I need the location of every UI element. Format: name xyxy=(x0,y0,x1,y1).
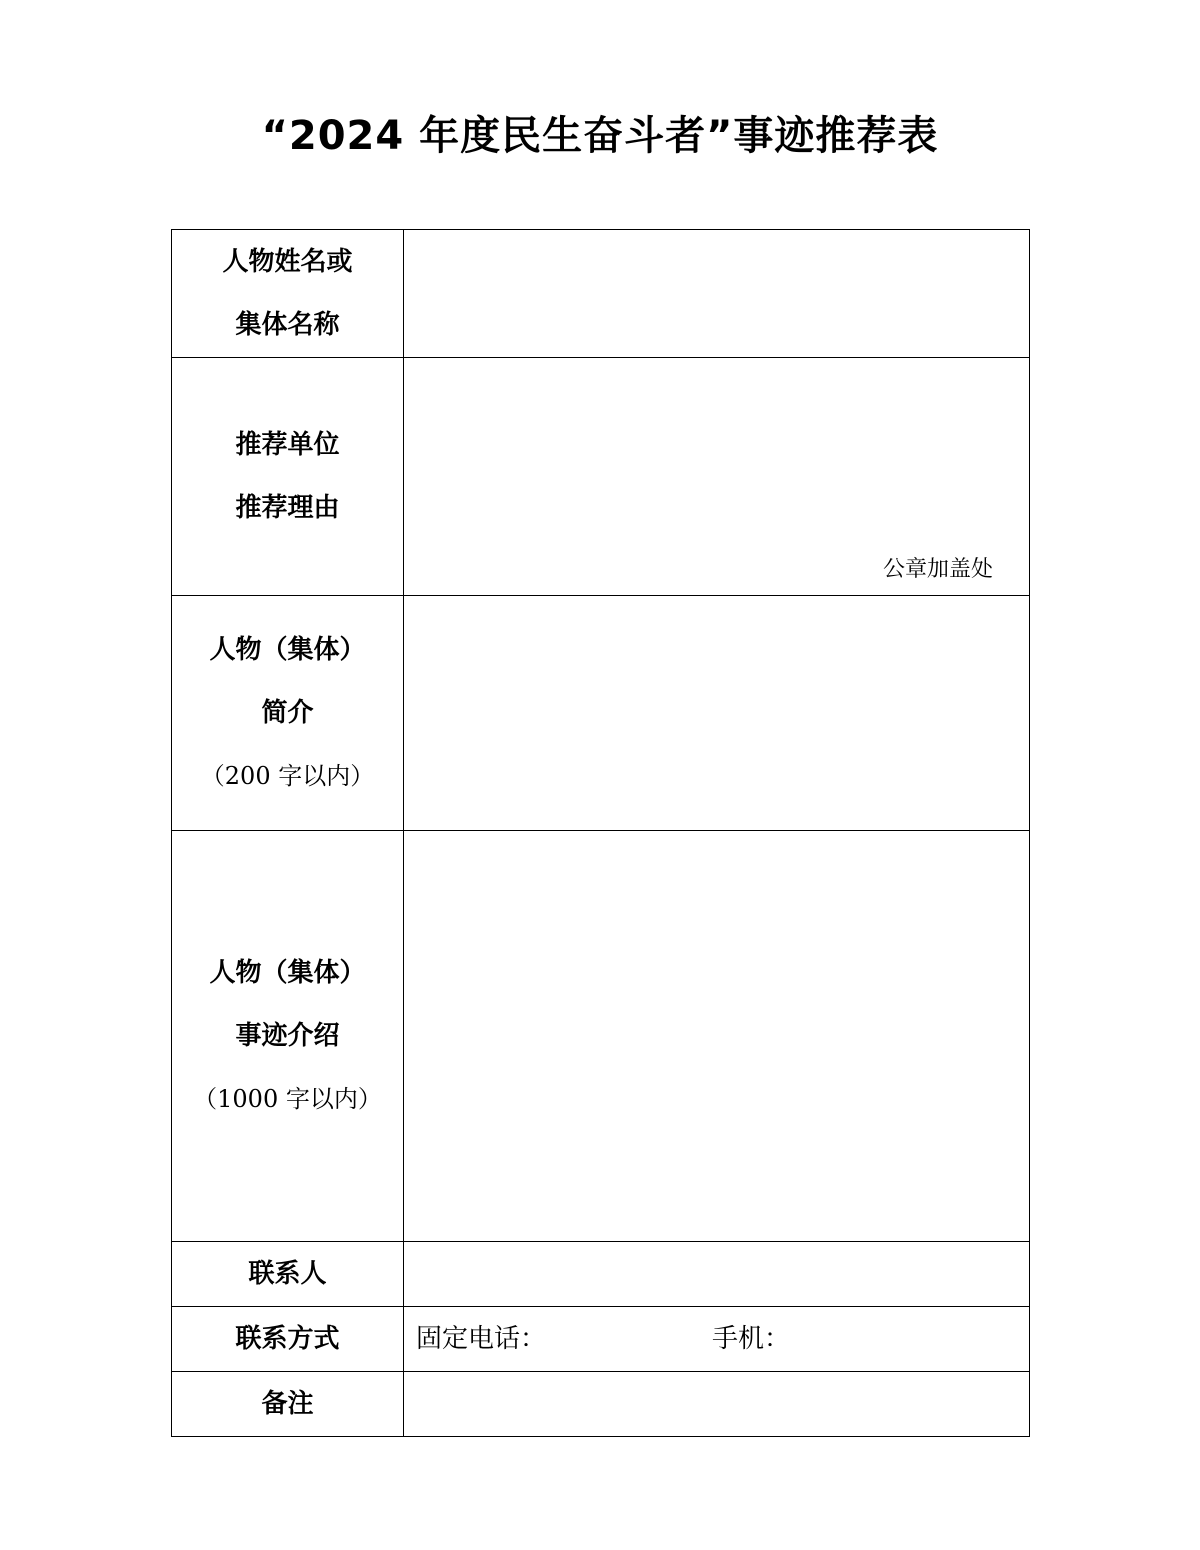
contact-person-row xyxy=(172,1242,1030,1307)
name-label xyxy=(172,230,404,358)
contact-person-label-text: 联系人 xyxy=(248,1258,327,1289)
recommendation-form xyxy=(171,229,1030,1437)
name-label-line-1: 人物姓名或 xyxy=(222,246,353,277)
recommender-label-line-2: 推荐理由 xyxy=(235,492,340,523)
name-field[interactable] xyxy=(404,230,1030,358)
profile-field[interactable] xyxy=(404,596,1030,831)
profile-label-line-2: 简介 xyxy=(261,697,314,728)
contact-method-row xyxy=(172,1307,1030,1372)
profile-length-note: （200 字以内） xyxy=(200,761,375,790)
deeds-label xyxy=(172,831,404,1242)
contact-method-field[interactable] xyxy=(404,1307,1030,1372)
page-title: “2024 年度民生奋斗者”事迹推荐表 xyxy=(261,113,939,159)
name-row xyxy=(172,230,1030,358)
contact-person-field[interactable] xyxy=(404,1242,1030,1307)
deeds-label-line-1: 人物（集体） xyxy=(209,957,366,988)
contact-method-label-text: 联系方式 xyxy=(235,1323,340,1354)
contact-method-label xyxy=(172,1307,404,1372)
remarks-label xyxy=(172,1372,404,1437)
remarks-field[interactable] xyxy=(404,1372,1030,1437)
deeds-label-line-2: 事迹介绍 xyxy=(235,1020,340,1051)
recommender-label-line-1: 推荐单位 xyxy=(235,429,340,460)
deeds-field[interactable] xyxy=(404,831,1030,1242)
deeds-length-note: （1000 字以内） xyxy=(193,1084,382,1113)
name-label-line-2: 集体名称 xyxy=(235,309,340,340)
deeds-row xyxy=(172,831,1030,1242)
remarks-row xyxy=(172,1372,1030,1437)
contact-method-line xyxy=(404,1308,1029,1371)
remarks-label-text: 备注 xyxy=(261,1388,314,1419)
profile-row xyxy=(172,596,1030,831)
contact-person-label xyxy=(172,1242,404,1307)
recommender-field[interactable] xyxy=(404,358,1030,596)
profile-label-line-1: 人物（集体） xyxy=(209,634,366,665)
recommender-row xyxy=(172,358,1030,596)
seal-note: 公章加盖处 xyxy=(882,557,993,582)
profile-label xyxy=(172,596,404,831)
mobile-label: 手机： xyxy=(712,1323,791,1354)
landline-label: 固定电话： xyxy=(416,1323,547,1354)
recommender-label xyxy=(172,358,404,596)
